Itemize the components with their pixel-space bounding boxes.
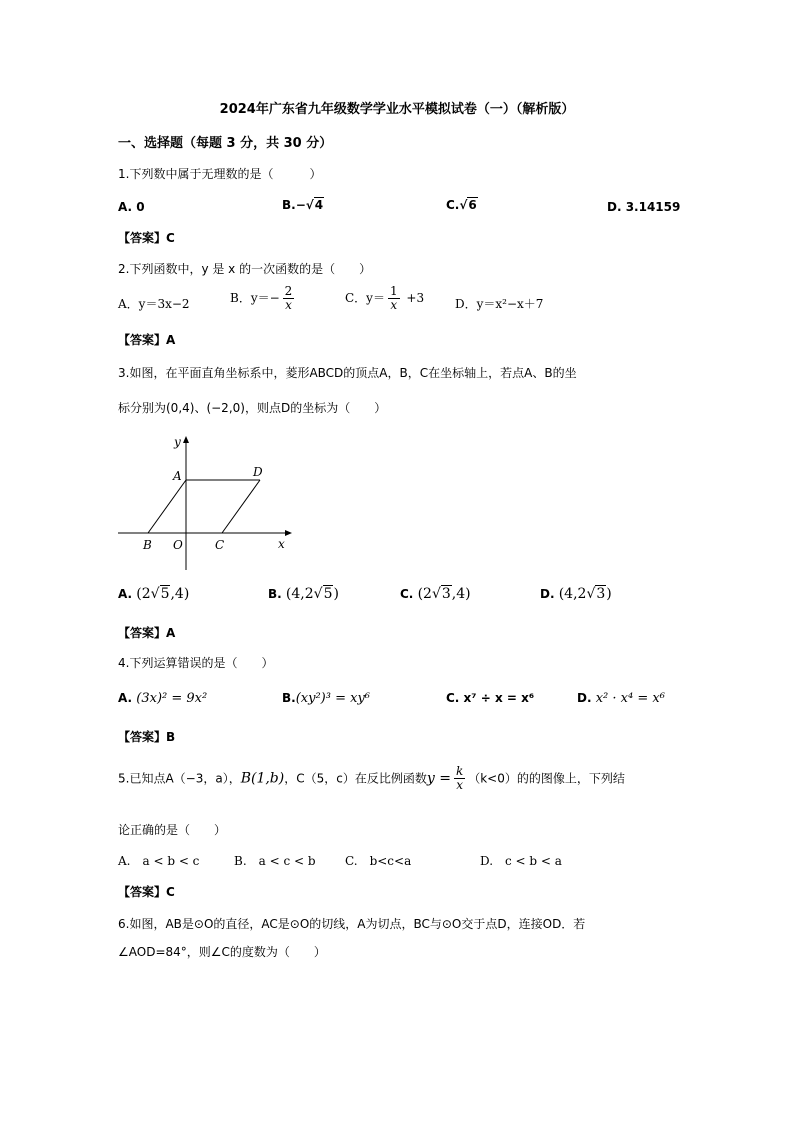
- q5-option-a: A. a < b < c: [118, 854, 200, 868]
- q3-stem-line2: 标分别为(0,4)、(−2,0)，则点D的坐标为（ ）: [118, 401, 387, 415]
- q1-stem: 1.下列数中属于无理数的是（ ）: [118, 167, 322, 181]
- q5-option-d: D. c < b < a: [480, 854, 562, 868]
- q2-answer: 【答案】A: [118, 333, 176, 347]
- segment-dc: [222, 480, 260, 533]
- label-a: A: [173, 469, 182, 483]
- q1-option-d: D. 3.14159: [607, 200, 681, 214]
- q4-option-b: B.(xy²)³ = xy⁶: [282, 691, 371, 706]
- q2-option-c: C．y＝ $\frac{1}{x}$ +3: [345, 284, 425, 313]
- label-d: D: [253, 465, 263, 479]
- q3-option-c: C. (2√3,4): [400, 586, 471, 602]
- label-b: B: [143, 538, 152, 552]
- q1-option-b: B.−√4: [282, 198, 324, 212]
- q6-stem-line1: 6.如图，AB是⊙O的直径，AC是⊙O的切线，A为切点，BC与⊙O交于点D，连接OD．若: [118, 917, 586, 931]
- q2-stem: 2.下列函数中，y 是 x 的一次函数的是（ ）: [118, 262, 372, 276]
- q5-option-c: C. b<c<a: [345, 854, 412, 868]
- q2-option-b: B．y＝− $\frac{2}{x}$: [230, 284, 293, 313]
- q4-answer: 【答案】B: [118, 730, 176, 744]
- q3-rhombus-figure: [110, 430, 300, 570]
- y-axis-arrow: [183, 436, 189, 443]
- q1-option-a: A. 0: [118, 200, 145, 214]
- q2-option-a: A．y＝3x−2: [118, 297, 190, 311]
- q4-option-c: C. x⁷ ÷ x = x⁶: [446, 691, 535, 705]
- q3-stem-line1: 3.如图，在平面直角坐标系中，菱形ABCD的顶点A，B，C在坐标轴上，若点A、B的坐: [118, 366, 577, 380]
- section-heading: 一、选择题（每题 3 分，共 30 分）: [118, 136, 333, 151]
- q6-stem-line2: ∠AOD=84°，则∠C的度数为（ ）: [118, 945, 326, 959]
- q1-option-c: C.√6: [446, 198, 477, 212]
- label-x: x: [278, 537, 285, 551]
- label-c: C: [215, 538, 225, 552]
- q3-option-b: B. (4,2√5): [268, 586, 339, 602]
- q3-answer: 【答案】A: [118, 626, 176, 640]
- q4-option-d: D. x² · x⁴ = x⁶: [577, 691, 665, 706]
- q5-stem-line1: 5.已知点A（−3，a），B(1,b)，C（5，c）在反比例函数y = $\frac{k}{x}$ （k<0）的的图像上，下列结: [118, 764, 625, 793]
- q2-option-d: D．y＝x²−x＋7: [455, 297, 544, 311]
- q1-answer: 【答案】C: [118, 231, 175, 245]
- segment-ba: [148, 480, 186, 533]
- q5-answer: 【答案】C: [118, 885, 175, 899]
- label-y: y: [174, 435, 181, 449]
- q3-option-d: D. (4,2√3): [540, 586, 612, 602]
- x-axis-arrow: [285, 530, 292, 536]
- page-title: 2024年广东省九年级数学学业水平模拟试卷（一）（解析版）: [219, 102, 575, 117]
- q4-option-a: A. (3x)² = 9x²: [118, 691, 208, 706]
- label-o: O: [173, 538, 183, 552]
- q3-option-a: A. (2√5,4): [118, 586, 190, 602]
- q5-stem-line2: 论正确的是（ ）: [118, 823, 227, 837]
- q5-option-b: B. a < c < b: [234, 854, 316, 868]
- q4-stem: 4.下列运算错误的是（ ）: [118, 656, 274, 670]
